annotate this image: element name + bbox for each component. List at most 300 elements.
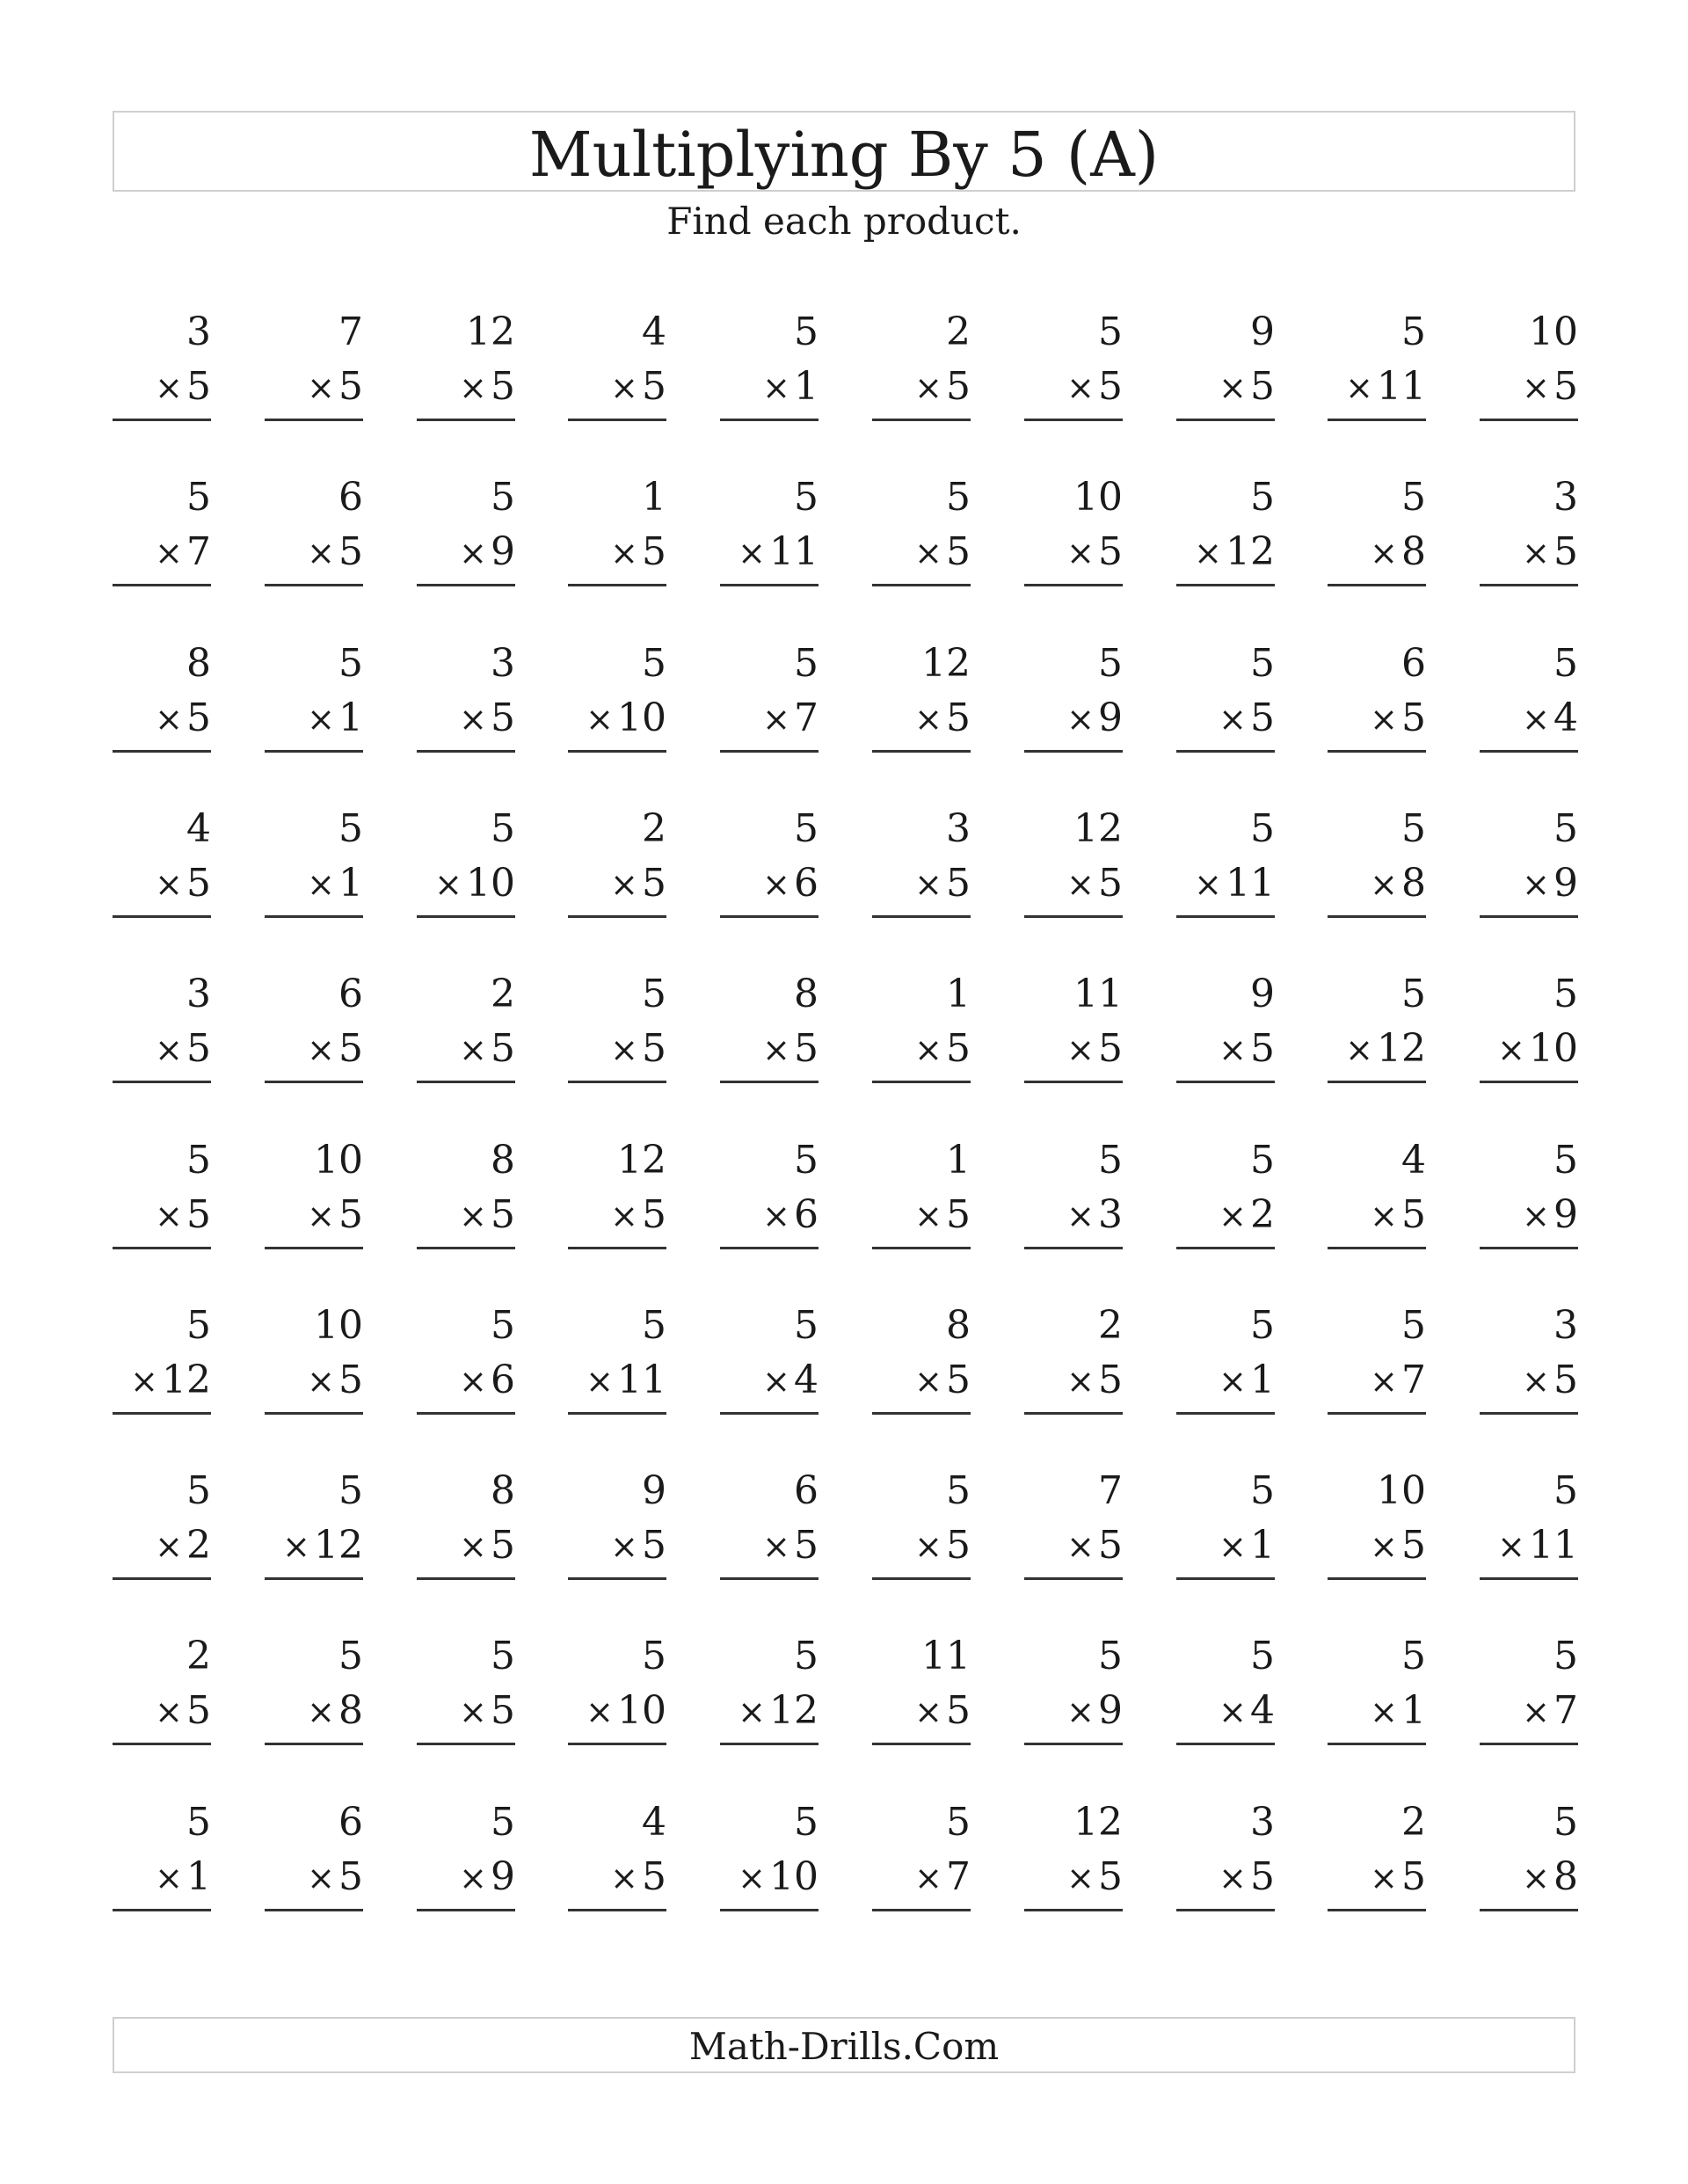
multiplier-value: 9 — [491, 529, 515, 574]
times-sign: × — [610, 1859, 638, 1897]
problem — [1480, 972, 1578, 1103]
problem — [1024, 309, 1123, 441]
answer-line — [1480, 1247, 1578, 1249]
multiplier-value: 5 — [491, 695, 515, 740]
multiplier-value: 5 — [946, 695, 971, 740]
answer-line — [1024, 1577, 1123, 1580]
times-sign: × — [1066, 1859, 1095, 1897]
times-sign: × — [610, 865, 638, 904]
multiplier-value: 5 — [186, 1026, 211, 1071]
multiplier — [1194, 861, 1275, 907]
answer-line — [872, 1743, 971, 1745]
answer-line — [1480, 1081, 1578, 1083]
multiplier — [586, 695, 666, 742]
multiplicand: 1 — [946, 972, 971, 1016]
multiplier-value: 5 — [794, 1026, 819, 1071]
times-sign: × — [459, 1859, 487, 1897]
answer-line — [417, 1909, 515, 1911]
times-sign: × — [307, 1197, 335, 1235]
problem — [1328, 1634, 1426, 1765]
multiplicand: 2 — [642, 806, 666, 851]
answer-line — [1024, 1412, 1123, 1415]
answer-line — [1480, 915, 1578, 918]
times-sign: × — [1370, 1362, 1398, 1401]
multiplier — [914, 695, 971, 742]
answer-line — [1328, 1412, 1426, 1415]
multiplier — [1066, 1688, 1123, 1735]
answer-line — [568, 1247, 666, 1249]
multiplier — [1066, 529, 1123, 576]
multiplier — [610, 1523, 666, 1569]
times-sign: × — [1066, 368, 1095, 407]
problem — [113, 1138, 211, 1270]
multiplier-value: 1 — [338, 695, 363, 740]
problem — [265, 806, 363, 938]
times-sign: × — [1219, 1362, 1247, 1401]
multiplier — [282, 1523, 363, 1569]
multiplicand: 5 — [1250, 1468, 1275, 1513]
multiplier-value: 5 — [491, 1523, 515, 1568]
problem — [1024, 1138, 1123, 1270]
multiplicand: 12 — [921, 641, 971, 686]
multiplicand: 4 — [642, 1800, 666, 1845]
answer-line — [720, 1081, 819, 1083]
multiplier-value: 10 — [769, 1854, 819, 1899]
problem — [872, 1303, 971, 1435]
answer-line — [720, 584, 819, 586]
answer-line — [720, 915, 819, 918]
multiplicand: 3 — [491, 641, 515, 686]
problem — [568, 309, 666, 441]
multiplier — [1522, 1688, 1578, 1735]
answer-line — [417, 584, 515, 586]
multiplier — [434, 861, 515, 907]
problem — [1176, 806, 1275, 938]
times-sign: × — [155, 1030, 183, 1069]
answer-line — [1480, 584, 1578, 586]
multiplier-value: 11 — [617, 1358, 666, 1402]
multiplier-value: 5 — [1250, 1854, 1275, 1899]
multiplier-value: 5 — [1401, 1854, 1426, 1899]
problem — [568, 1138, 666, 1270]
multiplier-value: 9 — [491, 1854, 515, 1899]
problem — [1176, 1138, 1275, 1270]
multiplicand: 6 — [338, 1800, 363, 1845]
multiplicand: 5 — [794, 475, 819, 520]
multiplicand: 1 — [642, 475, 666, 520]
answer-line — [1176, 1577, 1275, 1580]
problem — [417, 972, 515, 1103]
problem — [265, 309, 363, 441]
multiplier — [914, 1688, 971, 1735]
problem — [720, 1303, 819, 1435]
multiplicand: 5 — [186, 475, 211, 520]
times-sign: × — [155, 368, 183, 407]
times-sign: × — [1370, 865, 1398, 904]
problem — [113, 309, 211, 441]
multiplier-value: 5 — [642, 1523, 666, 1568]
problem — [1480, 475, 1578, 607]
problem — [417, 806, 515, 938]
answer-line — [265, 1743, 363, 1745]
problem — [1176, 309, 1275, 441]
problem — [1176, 1468, 1275, 1600]
multiplier-value: 5 — [1098, 1523, 1123, 1568]
times-sign: × — [762, 1197, 790, 1235]
answer-line — [872, 419, 971, 421]
problem — [872, 1138, 971, 1270]
multiplicand: 5 — [1250, 641, 1275, 686]
times-sign: × — [282, 1527, 310, 1566]
multiplicand: 10 — [1073, 475, 1123, 520]
answer-line — [1176, 419, 1275, 421]
multiplier — [1522, 1358, 1578, 1404]
multiplier-value: 5 — [946, 529, 971, 574]
answer-line — [1328, 750, 1426, 753]
answer-line — [568, 1081, 666, 1083]
problem — [872, 641, 971, 773]
times-sign: × — [1522, 1859, 1550, 1897]
answer-line — [265, 1247, 363, 1249]
problem — [1024, 1634, 1123, 1765]
times-sign: × — [307, 534, 335, 572]
multiplier — [762, 364, 819, 411]
multiplicand: 5 — [1401, 1634, 1426, 1678]
multiplier-value: 1 — [794, 364, 819, 409]
problem — [720, 309, 819, 441]
multiplier — [762, 695, 819, 742]
multiplicand: 5 — [642, 972, 666, 1016]
multiplier — [762, 861, 819, 907]
problem — [417, 1468, 515, 1600]
multiplicand: 5 — [1553, 1800, 1578, 1845]
multiplicand: 9 — [1250, 309, 1275, 354]
multiplier-value: 5 — [1553, 529, 1578, 574]
multiplier-value: 2 — [186, 1523, 211, 1568]
problem — [1024, 1303, 1123, 1435]
multiplicand: 3 — [186, 972, 211, 1016]
times-sign: × — [1066, 865, 1095, 904]
multiplicand: 5 — [338, 1468, 363, 1513]
times-sign: × — [307, 1030, 335, 1069]
problem — [113, 1634, 211, 1765]
answer-line — [1024, 915, 1123, 918]
multiplier — [459, 1854, 515, 1901]
answer-line — [872, 915, 971, 918]
answer-line — [1328, 1577, 1426, 1580]
problem — [720, 1800, 819, 1932]
multiplier-value: 5 — [1098, 364, 1123, 409]
multiplicand: 5 — [491, 1800, 515, 1845]
multiplier-value: 5 — [186, 364, 211, 409]
answer-line — [1024, 1743, 1123, 1745]
times-sign: × — [762, 700, 790, 739]
multiplier — [1370, 695, 1426, 742]
multiplicand: 5 — [491, 1634, 515, 1678]
multiplier-value: 6 — [491, 1358, 515, 1402]
multiplicand: 8 — [186, 641, 211, 686]
answer-line — [417, 1412, 515, 1415]
multiplicand: 10 — [1377, 1468, 1426, 1513]
problem — [265, 972, 363, 1103]
multiplier — [762, 1523, 819, 1569]
problem — [1480, 309, 1578, 441]
times-sign: × — [610, 1030, 638, 1069]
multiplicand: 5 — [1553, 641, 1578, 686]
times-sign: × — [914, 368, 942, 407]
multiplicand: 5 — [946, 1468, 971, 1513]
multiplier — [762, 1358, 819, 1404]
multiplicand: 6 — [338, 972, 363, 1016]
times-sign: × — [307, 368, 335, 407]
multiplicand: 5 — [186, 1800, 211, 1845]
multiplicand: 9 — [642, 1468, 666, 1513]
multiplier — [155, 1026, 211, 1073]
times-sign: × — [1345, 368, 1373, 407]
answer-line — [265, 1081, 363, 1083]
times-sign: × — [1066, 1527, 1095, 1566]
multiplier-value: 5 — [186, 861, 211, 906]
multiplicand: 5 — [1250, 1303, 1275, 1348]
multiplier — [155, 1854, 211, 1901]
multiplicand: 5 — [1553, 1138, 1578, 1183]
answer-line — [1328, 1743, 1426, 1745]
answer-line — [1328, 1247, 1426, 1249]
problem — [265, 1634, 363, 1765]
multiplier — [307, 1688, 363, 1735]
problem — [417, 475, 515, 607]
multiplicand: 8 — [491, 1468, 515, 1513]
multiplier — [307, 861, 363, 907]
times-sign: × — [434, 865, 462, 904]
times-sign: × — [586, 1362, 614, 1401]
times-sign: × — [1219, 368, 1247, 407]
multiplicand: 11 — [1073, 972, 1123, 1016]
times-sign: × — [586, 700, 614, 739]
answer-line — [265, 1412, 363, 1415]
problem — [417, 1634, 515, 1765]
problem — [1480, 1303, 1578, 1435]
multiplier — [1219, 1688, 1275, 1735]
multiplicand: 5 — [1401, 806, 1426, 851]
multiplier — [914, 1854, 971, 1901]
multiplier — [1522, 1192, 1578, 1239]
problem — [113, 972, 211, 1103]
problem — [1328, 1800, 1426, 1932]
answer-line — [720, 750, 819, 753]
problem — [1328, 475, 1426, 607]
answer-line — [1176, 1412, 1275, 1415]
answer-line — [1024, 419, 1123, 421]
multiplicand: 5 — [642, 1634, 666, 1678]
multiplier — [1219, 695, 1275, 742]
multiplier — [914, 861, 971, 907]
answer-line — [113, 1743, 211, 1745]
multiplier-value: 5 — [491, 1192, 515, 1237]
answer-line — [113, 1577, 211, 1580]
problem — [872, 309, 971, 441]
problem — [417, 641, 515, 773]
times-sign: × — [1219, 1693, 1247, 1731]
answer-line — [568, 750, 666, 753]
times-sign: × — [610, 368, 638, 407]
multiplier-value: 9 — [1553, 1192, 1578, 1237]
answer-line — [1328, 419, 1426, 421]
times-sign: × — [762, 1362, 790, 1401]
multiplicand: 5 — [338, 1634, 363, 1678]
answer-line — [265, 1577, 363, 1580]
multiplier — [586, 1358, 666, 1404]
multiplicand: 5 — [946, 1800, 971, 1845]
multiplicand: 5 — [794, 1303, 819, 1348]
multiplier — [738, 1688, 819, 1735]
answer-line — [1024, 1909, 1123, 1911]
multiplier — [1345, 1026, 1426, 1073]
times-sign: × — [1219, 1030, 1247, 1069]
problem — [1328, 1138, 1426, 1270]
times-sign: × — [610, 1527, 638, 1566]
times-sign: × — [914, 1859, 942, 1897]
multiplicand: 3 — [186, 309, 211, 354]
times-sign: × — [155, 865, 183, 904]
multiplier-value: 1 — [1250, 1523, 1275, 1568]
answer-line — [1176, 750, 1275, 753]
multiplier-value: 5 — [946, 1192, 971, 1237]
answer-line — [417, 1577, 515, 1580]
multiplier — [610, 861, 666, 907]
answer-line — [568, 1743, 666, 1745]
problem — [568, 1800, 666, 1932]
multiplier — [307, 364, 363, 411]
multiplier — [155, 695, 211, 742]
times-sign: × — [307, 1362, 335, 1401]
multiplier — [1497, 1523, 1578, 1569]
problem — [1176, 475, 1275, 607]
multiplier-value: 5 — [946, 364, 971, 409]
multiplier-value: 5 — [1098, 1854, 1123, 1899]
multiplier-value: 5 — [186, 1688, 211, 1733]
answer-line — [720, 419, 819, 421]
multiplicand: 10 — [1529, 309, 1578, 354]
multiplier — [610, 1026, 666, 1073]
times-sign: × — [1522, 368, 1550, 407]
multiplier-value: 5 — [1401, 1523, 1426, 1568]
multiplier-value: 5 — [1250, 695, 1275, 740]
multiplicand: 5 — [642, 1303, 666, 1348]
multiplicand: 1 — [946, 1138, 971, 1183]
multiplier-value: 12 — [314, 1523, 363, 1568]
problem — [265, 641, 363, 773]
multiplier — [155, 861, 211, 907]
multiplier — [1066, 1192, 1123, 1239]
problem — [1480, 806, 1578, 938]
multiplier — [1219, 1358, 1275, 1404]
multiplier-value: 5 — [186, 1192, 211, 1237]
multiplier — [1522, 695, 1578, 742]
times-sign: × — [1194, 534, 1222, 572]
problem — [1024, 1468, 1123, 1600]
problem — [1176, 1303, 1275, 1435]
multiplier-value: 6 — [794, 861, 819, 906]
multiplicand: 4 — [1401, 1138, 1426, 1183]
multiplicand: 7 — [338, 309, 363, 354]
problem — [872, 1800, 971, 1932]
times-sign: × — [1497, 1527, 1525, 1566]
multiplier — [307, 1026, 363, 1073]
answer-line — [1176, 584, 1275, 586]
multiplier-value: 5 — [946, 1026, 971, 1071]
multiplier-value: 5 — [338, 1192, 363, 1237]
problem — [872, 972, 971, 1103]
multiplier — [1219, 1854, 1275, 1901]
times-sign: × — [1522, 700, 1550, 739]
answer-line — [1024, 1247, 1123, 1249]
answer-line — [720, 1577, 819, 1580]
multiplier — [1370, 1358, 1426, 1404]
multiplier — [1370, 1523, 1426, 1569]
problem — [417, 1800, 515, 1932]
times-sign: × — [459, 1693, 487, 1731]
multiplier-value: 5 — [491, 1026, 515, 1071]
problem — [113, 1303, 211, 1435]
times-sign: × — [914, 1030, 942, 1069]
multiplier — [307, 1854, 363, 1901]
multiplier-value: 4 — [1553, 695, 1578, 740]
answer-line — [1176, 1743, 1275, 1745]
times-sign: × — [1219, 1197, 1247, 1235]
multiplier — [1370, 1854, 1426, 1901]
multiplier — [1194, 529, 1275, 576]
multiplier — [1370, 1192, 1426, 1239]
page-title: Multiplying By 5 (A) — [528, 119, 1160, 191]
answer-line — [1024, 584, 1123, 586]
answer-line — [417, 915, 515, 918]
problem — [265, 1800, 363, 1932]
multiplier — [914, 529, 971, 576]
multiplier — [459, 1026, 515, 1073]
multiplicand: 5 — [1098, 1634, 1123, 1678]
multiplier-value: 1 — [1401, 1688, 1426, 1733]
times-sign: × — [610, 534, 638, 572]
multiplier-value: 9 — [1553, 861, 1578, 906]
answer-line — [568, 584, 666, 586]
problem — [872, 1468, 971, 1600]
multiplier-value: 8 — [1401, 861, 1426, 906]
multiplier — [1522, 1854, 1578, 1901]
multiplicand: 5 — [1250, 1634, 1275, 1678]
multiplicand: 5 — [1098, 309, 1123, 354]
answer-line — [1328, 915, 1426, 918]
answer-line — [1480, 1743, 1578, 1745]
times-sign: × — [1370, 1527, 1398, 1566]
times-sign: × — [1522, 534, 1550, 572]
answer-line — [1024, 750, 1123, 753]
times-sign: × — [762, 368, 790, 407]
times-sign: × — [1370, 1197, 1398, 1235]
times-sign: × — [1066, 1693, 1095, 1731]
problem — [568, 806, 666, 938]
multiplier — [1370, 861, 1426, 907]
answer-line — [113, 915, 211, 918]
problem — [1176, 1800, 1275, 1932]
multiplier — [1370, 1688, 1426, 1735]
multiplicand: 6 — [338, 475, 363, 520]
answer-line — [1480, 419, 1578, 421]
answer-line — [872, 584, 971, 586]
multiplicand: 2 — [1098, 1303, 1123, 1348]
multiplier — [459, 529, 515, 576]
times-sign: × — [1345, 1030, 1373, 1069]
